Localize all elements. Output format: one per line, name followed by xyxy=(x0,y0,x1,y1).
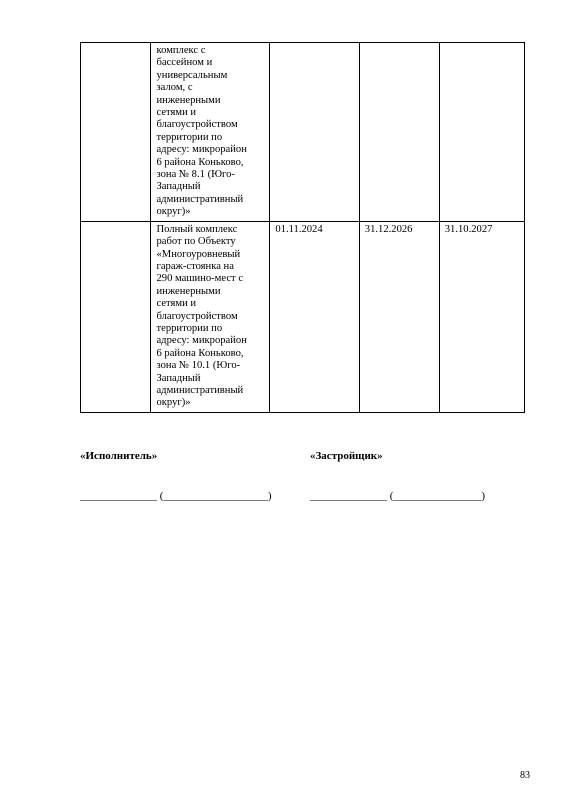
table-cell-end-date xyxy=(359,43,439,222)
developer-signature-line: ______________ (________________) xyxy=(310,490,486,502)
end-date: 31.12.2026 xyxy=(364,223,413,235)
table-cell-final-date xyxy=(439,43,524,222)
table-cell-description xyxy=(151,221,270,412)
work-description: комплекс с бассейном и универсальным залом, с инженерными сетями и благоустройством территории по адресу: микрорайон 6 района Коньково, зона № 8.1 (Юго- Западный административный округ)» xyxy=(156,45,247,218)
table-cell-number xyxy=(81,221,151,412)
start-date: 01.11.2024 xyxy=(275,223,323,235)
table-cell-final-date xyxy=(439,221,524,412)
final-date: 31.10.2027 xyxy=(444,223,493,235)
table-cell-end-date xyxy=(359,221,439,412)
developer-label: «Застройщик» xyxy=(310,450,383,462)
schedule-table xyxy=(80,42,525,413)
work-description: Полный комплекс работ по Объекту «Многоуровневый гараж-стоянка на 290 машино-мест с инженерными сетями и благоустройством территории по адресу: микрорайон 6 района Коньково, зона № 10.1 (Юго- Западный административный округ)» xyxy=(156,223,247,409)
table-row xyxy=(81,221,525,412)
table-cell-start-date xyxy=(270,221,359,412)
table-cell-description xyxy=(151,43,270,222)
table-cell-number xyxy=(81,43,151,222)
executor-signature-line: ______________ (___________________) xyxy=(80,490,272,502)
table-row xyxy=(81,43,525,222)
page-number: 83 xyxy=(520,770,530,781)
executor-label: «Исполнитель» xyxy=(80,450,158,462)
table-cell-start-date xyxy=(270,43,359,222)
